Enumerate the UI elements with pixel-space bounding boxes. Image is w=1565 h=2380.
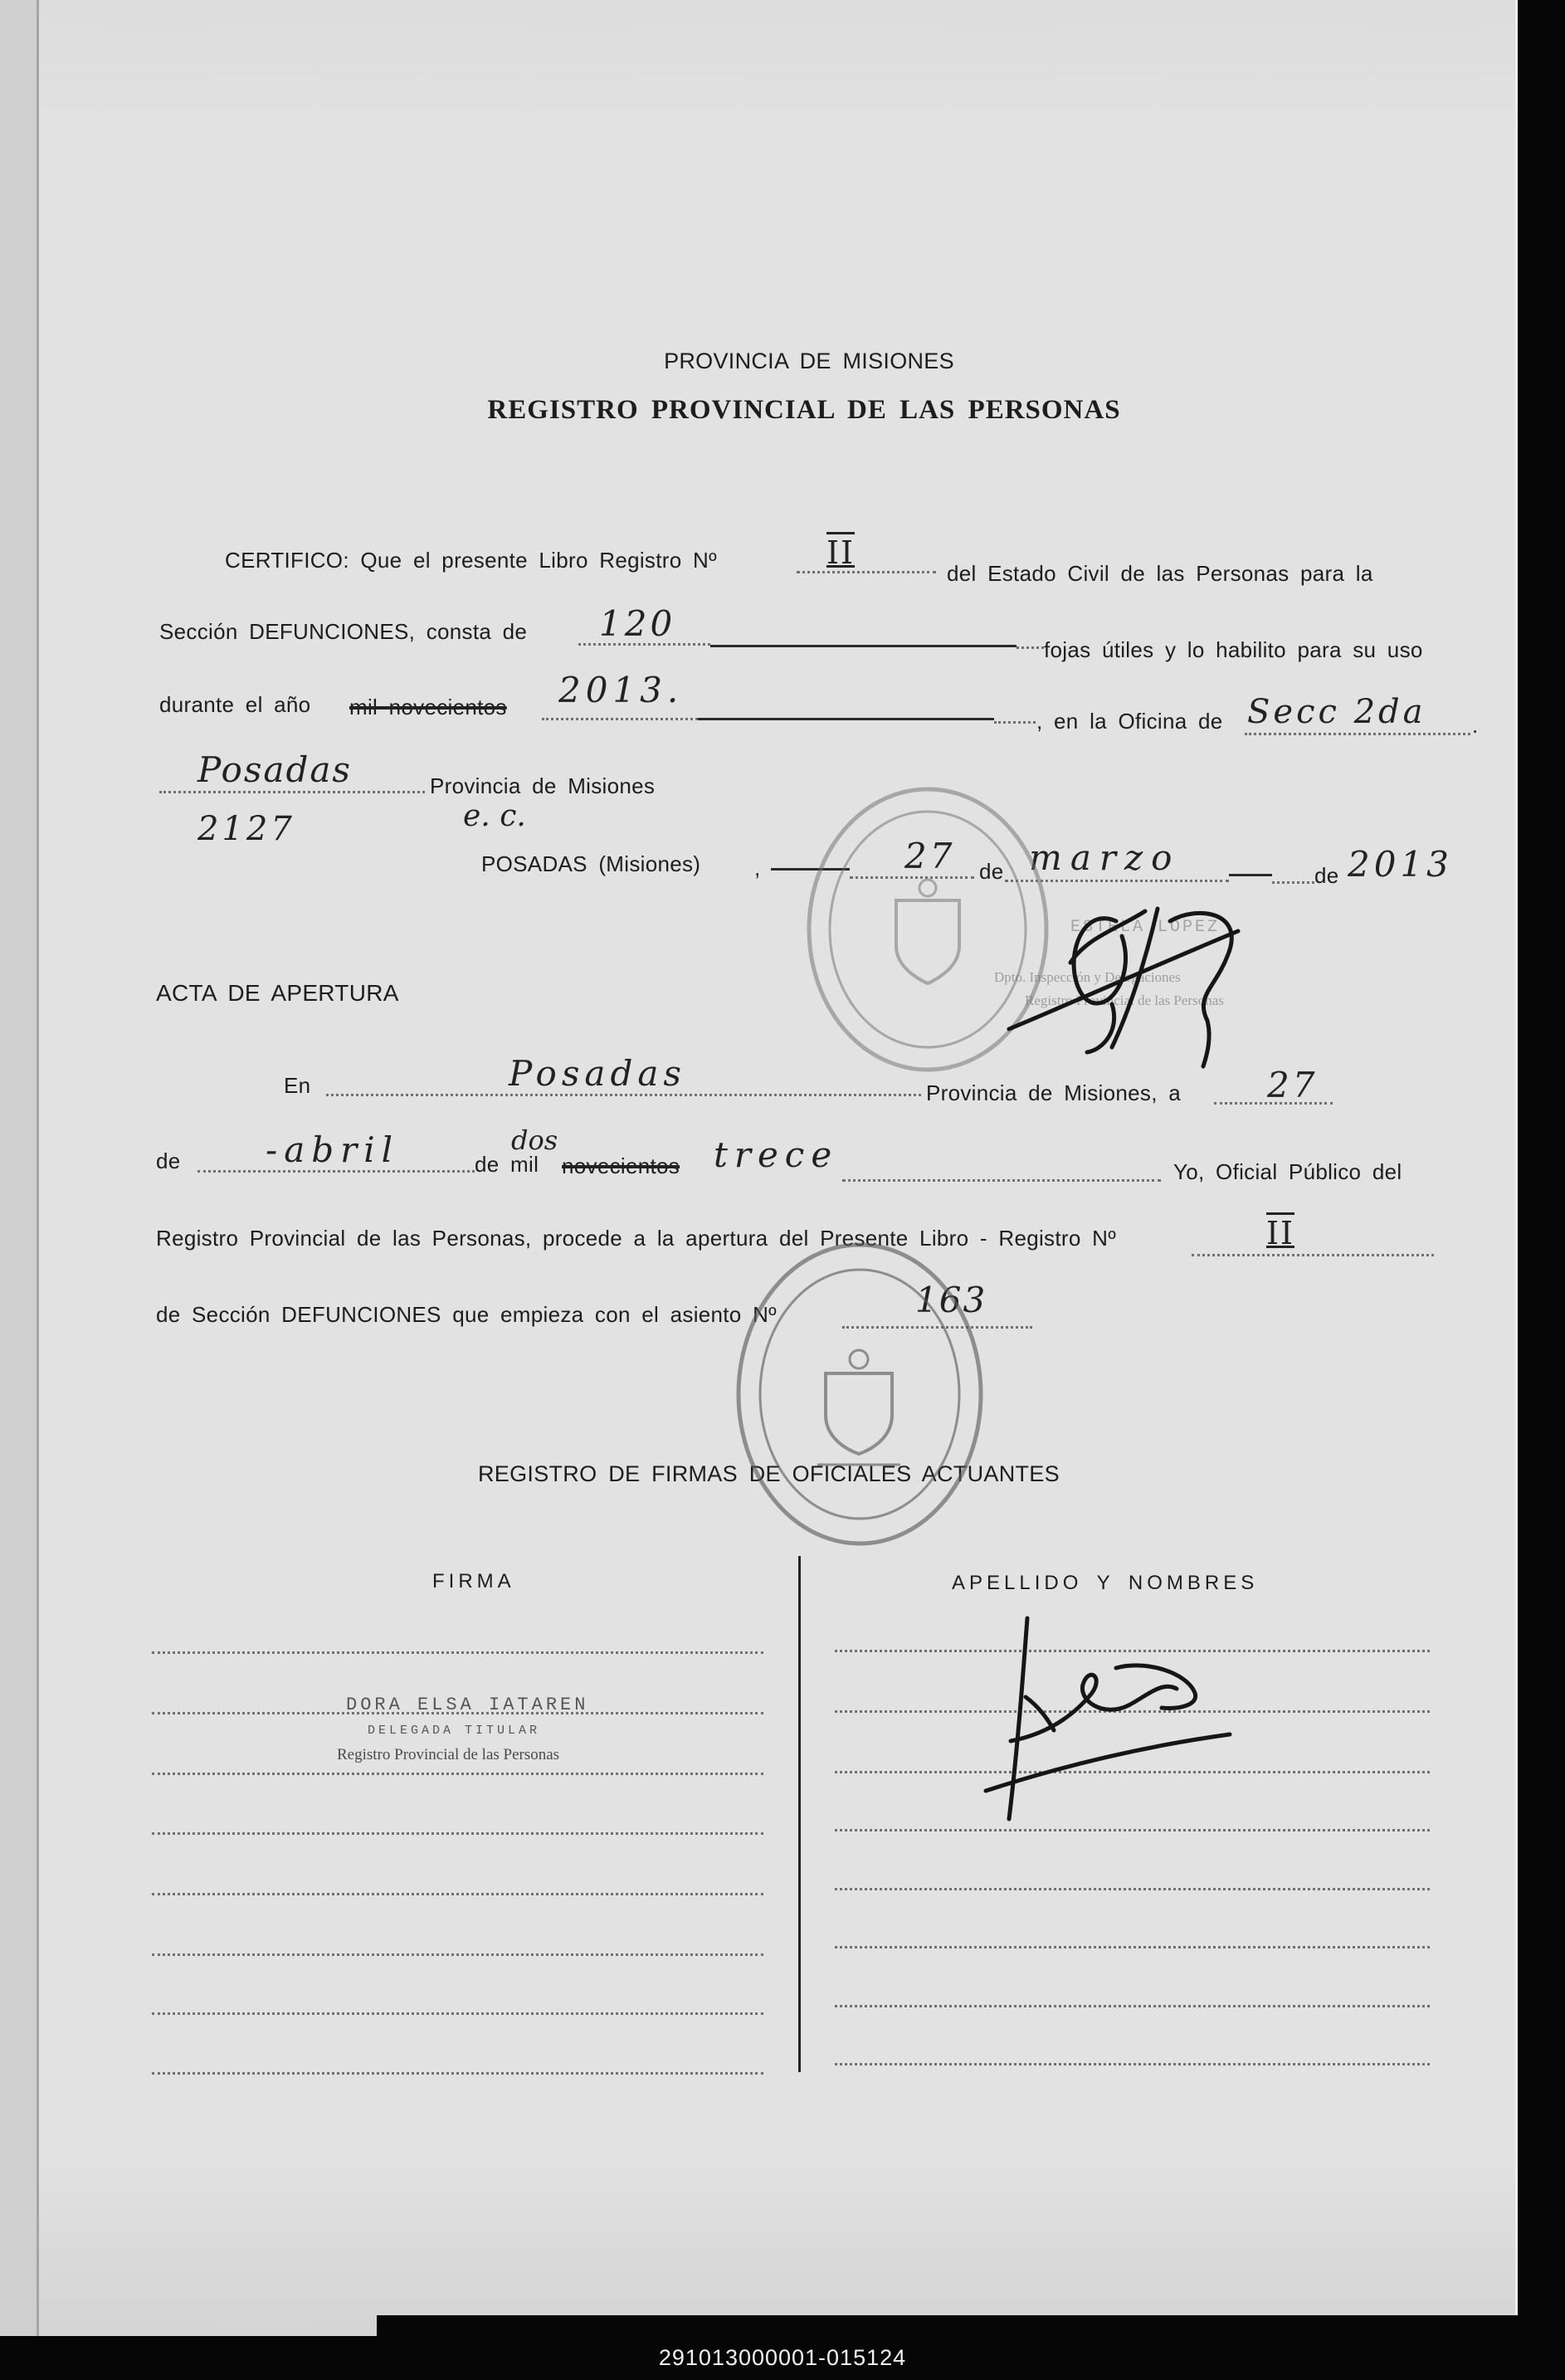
acta-struck-word: novecientos: [562, 1153, 680, 1178]
cert-line2-end: fojas útiles y lo habilito para su uso: [1044, 637, 1423, 662]
scan-id-bar: [0, 2336, 1565, 2380]
cert-date-year: 2013: [1348, 844, 1453, 885]
inspector-stamp-office: Registro Provincial de las Personas: [1025, 992, 1224, 1008]
cert-line2-rule: [710, 645, 1017, 647]
scan-border-block: [377, 2315, 1565, 2336]
cert-line4-text: Provincia de Misiones: [430, 773, 656, 798]
cert-place-comma: ,: [754, 856, 761, 880]
signature-row-line: [152, 1651, 763, 1654]
inspector-stamp-name: ESTELA LOPEZ: [1070, 918, 1221, 937]
cert-line2-text: Sección DEFUNCIONES, consta de: [159, 619, 528, 644]
cert-line3-leader-2: [994, 721, 1036, 724]
cert-line2-leader-2: [1017, 646, 1044, 649]
acta-month-leader: [197, 1170, 475, 1173]
acta-de-mil: de mil: [475, 1152, 539, 1177]
cert-place: POSADAS (Misiones): [481, 851, 701, 876]
cert-year: 2013.: [558, 670, 684, 710]
acta-added-word: dos: [511, 1124, 558, 1156]
cert-line3-period: .: [1472, 713, 1479, 738]
acta-year-leader: [842, 1179, 1161, 1182]
cert-office-label: , en la Oficina de: [1036, 709, 1223, 734]
acta-en: En: [284, 1073, 311, 1098]
cert-line3-text: durante el año: [159, 692, 311, 717]
cert-office-number: 2127: [197, 810, 295, 848]
delegate-stamp-name: DORA ELSA IATAREN: [346, 1695, 589, 1715]
cert-office-initials: e. c.: [463, 799, 526, 833]
acta-book-leader: [1192, 1254, 1434, 1256]
names-row-line: [835, 2063, 1430, 2065]
col-names-header: APELLIDO Y NOMBRES: [952, 1572, 1259, 1594]
acta-entry-number: 163: [915, 1280, 987, 1320]
cert-book-number: II: [826, 534, 856, 571]
acta-city: Posadas: [509, 1053, 686, 1094]
acta-month: -abril: [266, 1129, 400, 1170]
col-signature-header: FIRMA: [432, 1570, 515, 1592]
signature-row-line: [152, 1893, 763, 1895]
acta-de: de: [156, 1149, 181, 1173]
cert-line1-text: CERTIFICO: Que el presente Libro Registro Nº: [225, 548, 717, 573]
signature-row-line: [152, 2012, 763, 2015]
acta-day: 27: [1267, 1065, 1319, 1105]
cert-line4-leader: [159, 791, 425, 793]
cert-line1-leader: [797, 571, 936, 573]
names-row-line: [835, 1650, 1430, 1652]
signature-row-line: [152, 1832, 763, 1835]
cert-day-leader: [850, 876, 974, 879]
delegate-stamp-office: Registro Provincial de las Personas: [337, 1746, 560, 1763]
cert-month-dash: [1229, 874, 1272, 876]
cert-de-1: de: [979, 859, 1004, 884]
acta-year-word: trece: [714, 1134, 839, 1175]
acta-entry-leader: [842, 1326, 1032, 1329]
cert-month: marzo: [1029, 837, 1181, 878]
acta-city-leader: [326, 1094, 921, 1096]
signature-row-line: [152, 1773, 763, 1775]
cert-day: 27: [904, 836, 956, 876]
cert-folios: 120: [599, 603, 676, 644]
cert-date-dash: [771, 868, 850, 871]
names-row-line: [835, 1946, 1430, 1948]
column-divider: [798, 1556, 801, 2072]
signatures-title: REGISTRO DE FIRMAS DE OFICIALES ACTUANTES: [478, 1461, 1060, 1486]
header-province: PROVINCIA DE MISIONES: [664, 349, 954, 373]
page-gutter: [0, 0, 39, 2336]
signature-row-line: [152, 1953, 763, 1956]
names-row-line: [835, 1888, 1430, 1890]
names-row-line: [835, 2005, 1430, 2007]
header-registry: REGISTRO PROVINCIAL DE LAS PERSONAS: [487, 395, 1121, 425]
cert-office-leader: [1245, 733, 1470, 735]
cert-line3-rule: [698, 718, 994, 720]
acta-line3-text: Registro Provincial de las Personas, procede a la apertura del Presente Libro - Registro Nº: [156, 1226, 1116, 1251]
cert-line3-leader: [542, 718, 698, 720]
cert-office: Secc 2da: [1247, 693, 1426, 731]
acta-title: ACTA DE APERTURA: [156, 980, 399, 1006]
acta-province: Provincia de Misiones, a: [926, 1080, 1181, 1105]
names-row-line: [835, 1829, 1430, 1831]
cert-line3-struck: mil novecientos: [349, 695, 507, 719]
cert-year-leader: [1272, 881, 1314, 884]
cert-de-2: de: [1314, 863, 1339, 888]
delegate-stamp-role: DELEGADA TITULAR: [368, 1724, 541, 1738]
acta-officer: Yo, Oficial Público del: [1173, 1159, 1402, 1184]
cert-line1-end: del Estado Civil de las Personas para la: [947, 561, 1373, 586]
cert-month-leader: [1005, 880, 1229, 882]
scan-id: 291013000001-015124: [658, 2345, 907, 2370]
acta-line4-text: de Sección DEFUNCIONES que empieza con el asiento Nº: [156, 1302, 777, 1327]
acta-book-number: II: [1266, 1215, 1295, 1251]
names-row-line: [835, 1771, 1430, 1773]
names-row-line: [835, 1710, 1430, 1713]
signature-row-line: [152, 2072, 763, 2075]
cert-city: Posadas: [197, 749, 352, 790]
inspector-stamp-department: Dpto. Inspección y Delegaciones: [994, 969, 1181, 985]
